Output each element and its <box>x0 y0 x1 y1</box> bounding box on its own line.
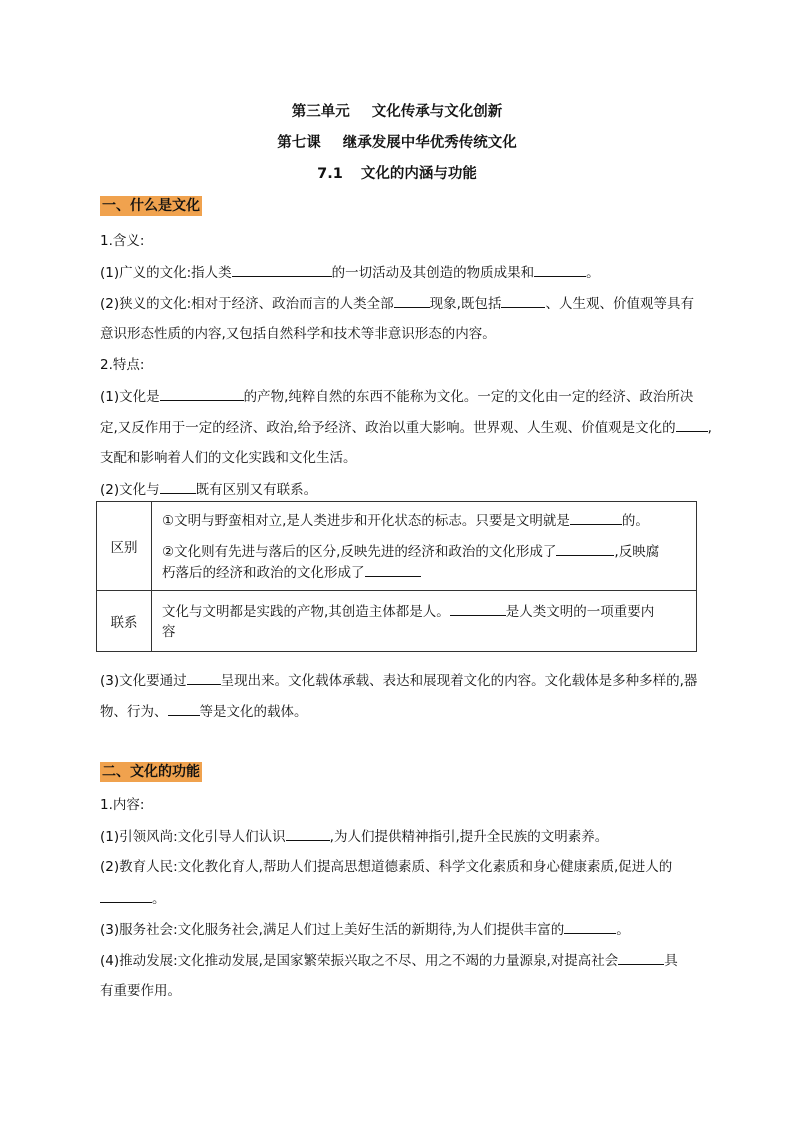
section-number: 7.1 <box>317 166 343 182</box>
function-1: (1)引领风尚:文化引导人们认识 ,为人们提供精神指引,提升全民族的文明素养。 <box>100 826 608 847</box>
answer-blank[interactable] <box>160 479 196 494</box>
answer-blank[interactable] <box>168 701 200 716</box>
feature-1-cont: 定,又反作用于一定的经济、政治,给予经济、政治以重大影响。世界观、人生观、价值观是文化的 , <box>100 417 712 438</box>
answer-blank[interactable] <box>394 293 430 308</box>
function-4-cont: 有重要作用。 <box>100 983 181 999</box>
function-4: (4)推动发展:文化推动发展,是国家繁荣振兴取之不尽、用之不竭的力量源泉,对提高社会 具 <box>100 950 678 971</box>
answer-blank[interactable] <box>365 562 421 577</box>
answer-blank[interactable] <box>564 919 616 934</box>
relation-label: 联系 <box>97 591 152 652</box>
function-2-cont: 。 <box>100 888 166 909</box>
broad-definition: (1)广义的文化:指人类 的一切活动及其创造的物质成果和 。 <box>100 262 600 283</box>
function-2: (2)教育人民:文化教化育人,帮助人们提高思想道德素质、科学文化素质和身心健康素质,促进人的 <box>100 859 673 875</box>
answer-blank[interactable] <box>286 826 330 841</box>
section-name: 文化的内涵与功能 <box>360 166 477 182</box>
lesson-number: 第七课 <box>277 135 321 151</box>
answer-blank[interactable] <box>618 950 664 965</box>
answer-blank[interactable] <box>232 262 332 277</box>
table-row <box>97 591 697 652</box>
answer-blank[interactable] <box>676 417 708 432</box>
difference-cell: ①文明与野蛮相对立,是人类进步和开化状态的标志。只要是文明就是 的。 ②文化则有先进与落后的区分,反映先进的经济和政治的文化形成了 ,反映腐 朽落后的经济和政治的文化形成了 <box>152 502 697 591</box>
meaning-label: 1.含义: <box>100 233 145 249</box>
feature-1-cont2: 支配和影响着人们的文化实践和文化生活。 <box>100 450 357 466</box>
answer-blank[interactable] <box>187 670 221 685</box>
feature-2: (2)文化与 既有区别又有联系。 <box>100 479 317 500</box>
answer-blank[interactable] <box>556 541 614 556</box>
section-heading-culture-function: 二、文化的功能 <box>102 764 200 780</box>
features-label: 2.特点: <box>100 357 145 373</box>
culture-civilization-table <box>96 501 697 652</box>
function-3: (3)服务社会:文化服务社会,满足人们过上美好生活的新期待,为人们提供丰富的 。 <box>100 919 630 940</box>
answer-blank[interactable] <box>100 888 152 903</box>
feature-3: (3)文化要通过 呈现出来。文化载体承载、表达和展现着文化的内容。文化载体是多种多样的,器 <box>100 670 697 691</box>
lesson-title <box>0 133 794 153</box>
unit-number: 第三单元 <box>291 104 350 120</box>
feature-1: (1)文化是 的产物,纯粹自然的东西不能称为文化。一定的文化由一定的经济、政治所决 <box>100 386 693 407</box>
answer-blank[interactable] <box>570 510 622 525</box>
answer-blank[interactable] <box>160 386 244 401</box>
unit-name: 文化传承与文化创新 <box>371 104 503 120</box>
unit-title <box>0 102 794 122</box>
narrow-definition-cont: 意识形态性质的内容,又包括自然科学和技术等非意识形态的内容。 <box>100 326 496 342</box>
table-row <box>97 502 697 591</box>
difference-label: 区别 <box>97 502 152 591</box>
section-title <box>0 164 794 184</box>
answer-blank[interactable] <box>534 262 586 277</box>
answer-blank[interactable] <box>450 601 506 616</box>
content-label: 1.内容: <box>100 797 145 813</box>
lesson-name: 继承发展中华优秀传统文化 <box>342 135 517 151</box>
section-heading-what-is-culture: 一、什么是文化 <box>102 198 200 214</box>
relation-cell: 文化与文明都是实践的产物,其创造主体都是人。 是人类文明的一项重要内 容 <box>152 591 697 652</box>
narrow-definition: (2)狭义的文化:相对于经济、政治而言的人类全部 现象,既包括 、人生观、价值观等具有 <box>100 293 694 314</box>
feature-3-cont: 物、行为、 等是文化的载体。 <box>100 701 308 722</box>
answer-blank[interactable] <box>501 293 545 308</box>
